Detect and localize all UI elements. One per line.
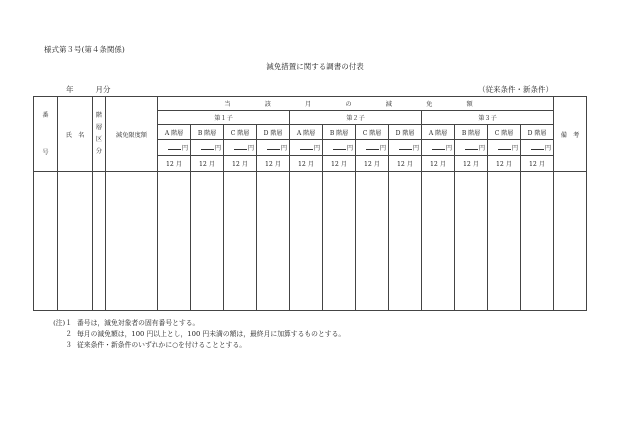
amount-blank[interactable] [168, 144, 181, 150]
note-number: ２ [65, 330, 72, 338]
month-cell: 12 月 [422, 156, 455, 172]
tier-header: A 階層 [422, 125, 455, 140]
note-text: 毎月の減免額は，100 円以上とし，100 円未満の額は，最終月に加算するものとする。 [77, 330, 346, 338]
yen-label: 円 [511, 145, 518, 152]
month-cell: 12 月 [488, 156, 521, 172]
period-line [66, 84, 111, 95]
amount-blank[interactable] [465, 144, 478, 150]
yen-label: 円 [313, 145, 320, 152]
tier-header: A 階層 [290, 125, 323, 140]
note-item [50, 329, 345, 340]
document-title: 減免措置に関する調書の付表 [266, 62, 364, 71]
note-item [50, 340, 345, 351]
body-cell-amount[interactable] [488, 172, 521, 311]
yen-label: 円 [544, 145, 551, 152]
tier-header: C 階層 [224, 125, 257, 140]
tier-header: D 階層 [389, 125, 422, 140]
note-number: ３ [65, 341, 72, 349]
body-cell-amount[interactable] [290, 172, 323, 311]
month-cell: 12 月 [224, 156, 257, 172]
child-header: 第２子 [290, 111, 422, 125]
body-cell-amount[interactable] [158, 172, 191, 311]
body-cell-amount[interactable] [191, 172, 224, 311]
body-cell-tier[interactable] [93, 172, 106, 311]
body-cell-amount[interactable] [422, 172, 455, 311]
amount-blank[interactable] [399, 144, 412, 150]
period-year: 年 [66, 85, 74, 94]
amount-blank[interactable] [201, 144, 214, 150]
amount-blank[interactable] [498, 144, 511, 150]
tier-header: B 階層 [455, 125, 488, 140]
body-cell-name[interactable] [58, 172, 93, 311]
notes [50, 318, 345, 351]
body-cell-remarks[interactable] [554, 172, 587, 311]
note-text: 従来条件・新条件のいずれかに○を付けることとする。 [77, 341, 247, 349]
tier-header: D 階層 [521, 125, 554, 140]
reduction-table [33, 96, 587, 311]
month-cell: 12 月 [455, 156, 488, 172]
amount-blank[interactable] [432, 144, 445, 150]
yen-cell [290, 140, 323, 156]
col-number-header [34, 97, 58, 172]
child-header: 第１子 [158, 111, 290, 125]
period-month: 月分 [95, 85, 111, 94]
yen-label: 円 [247, 145, 254, 152]
tier-header: B 階層 [323, 125, 356, 140]
amount-blank[interactable] [366, 144, 379, 150]
form-number-label: 様式第３号(第４条関係) [44, 45, 125, 54]
yen-label: 円 [280, 145, 287, 152]
yen-cell [224, 140, 257, 156]
body-cell-number[interactable] [34, 172, 58, 311]
col-tier-char: 分 [95, 148, 103, 155]
amount-blank[interactable] [333, 144, 346, 150]
col-name-header: 氏 名 [58, 97, 93, 172]
col-tier-char: 階 [95, 112, 103, 119]
yen-cell [356, 140, 389, 156]
yen-cell [521, 140, 554, 156]
yen-label: 円 [478, 145, 485, 152]
amount-blank[interactable] [531, 144, 544, 150]
body-cell-limit[interactable] [106, 172, 158, 311]
month-cell: 12 月 [356, 156, 389, 172]
col-number-char: 番 [42, 112, 49, 119]
body-cell-amount[interactable] [389, 172, 422, 311]
yen-label: 円 [181, 145, 188, 152]
amount-blank[interactable] [234, 144, 247, 150]
month-cell: 12 月 [257, 156, 290, 172]
yen-label: 円 [379, 145, 386, 152]
tier-header: C 階層 [356, 125, 389, 140]
month-cell: 12 月 [290, 156, 323, 172]
tier-header: A 階層 [158, 125, 191, 140]
condition-note: （従来条件・新条件） [478, 85, 553, 94]
body-cell-amount[interactable] [224, 172, 257, 311]
col-tier-char: 区 [95, 136, 103, 143]
yen-cell [455, 140, 488, 156]
yen-cell [257, 140, 290, 156]
yen-cell [422, 140, 455, 156]
body-cell-amount[interactable] [257, 172, 290, 311]
col-tier-header [93, 97, 106, 172]
col-remarks-header: 備 考 [554, 97, 587, 172]
tier-header: B 階層 [191, 125, 224, 140]
yen-cell [158, 140, 191, 156]
yen-label: 円 [214, 145, 221, 152]
group-header: 当 該 月 の 減 免 額 [158, 97, 554, 111]
yen-cell [323, 140, 356, 156]
header-row-group [34, 97, 587, 111]
yen-cell [389, 140, 422, 156]
yen-label: 円 [412, 145, 419, 152]
body-cell-amount[interactable] [455, 172, 488, 311]
month-cell: 12 月 [521, 156, 554, 172]
month-cell: 12 月 [191, 156, 224, 172]
month-cell: 12 月 [389, 156, 422, 172]
note-text: 番号は，減免対象者の固有番号とする。 [77, 319, 200, 327]
body-cell-amount[interactable] [323, 172, 356, 311]
note-number: (注)１ [53, 319, 72, 327]
tier-header: D 階層 [257, 125, 290, 140]
body-cell-amount[interactable] [356, 172, 389, 311]
col-number-char: 号 [42, 149, 49, 156]
yen-cell [191, 140, 224, 156]
child-header: 第３子 [422, 111, 554, 125]
yen-cell [488, 140, 521, 156]
body-cell-amount[interactable] [521, 172, 554, 311]
month-cell: 12 月 [158, 156, 191, 172]
col-limit-header: 減免限度額 [106, 97, 158, 172]
yen-label: 円 [445, 145, 452, 152]
tier-header: C 階層 [488, 125, 521, 140]
amount-blank[interactable] [300, 144, 313, 150]
yen-label: 円 [346, 145, 353, 152]
note-item [50, 318, 345, 329]
body-row [34, 172, 587, 311]
month-cell: 12 月 [323, 156, 356, 172]
amount-blank[interactable] [267, 144, 280, 150]
col-tier-char: 層 [95, 124, 103, 131]
